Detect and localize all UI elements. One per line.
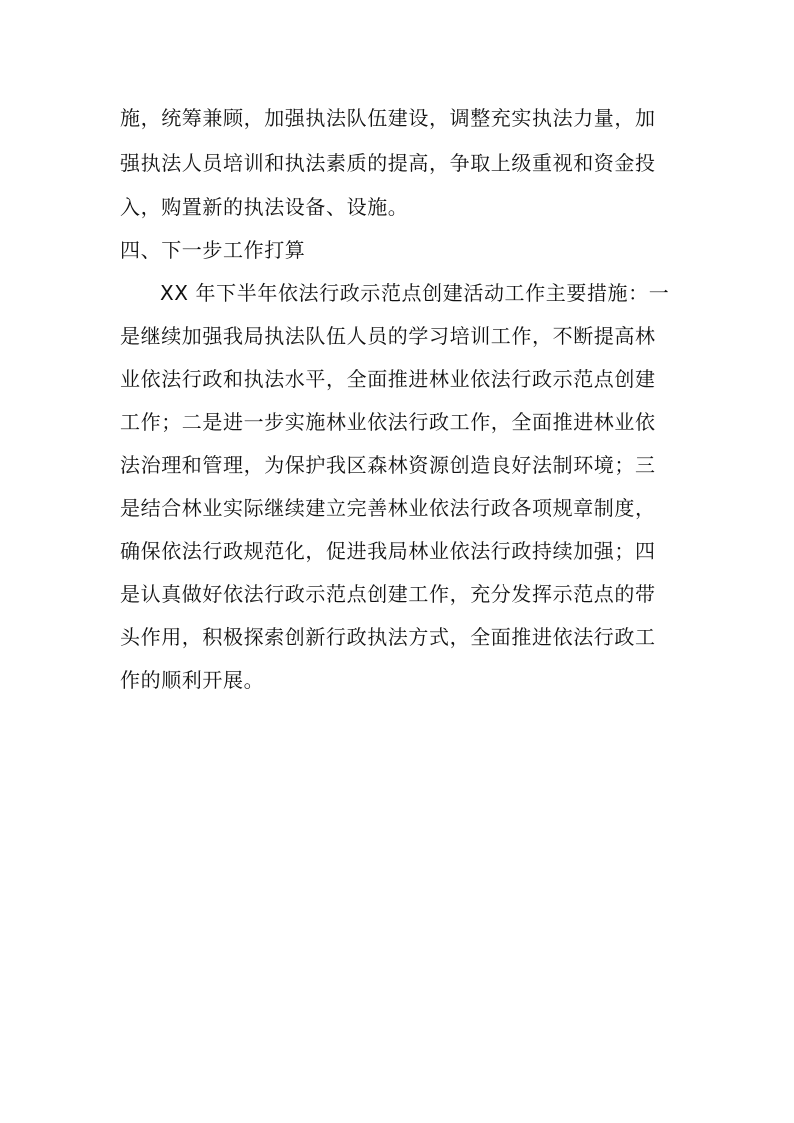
body-text-line: 业依法行政和执法水平，全面推进林业依法行政示范点创建 <box>120 367 656 391</box>
body-text-line: 是认真做好依法行政示范点创建工作，充分发挥示范点的带 <box>120 582 656 606</box>
body-text-line: 作的顺利开展。 <box>120 668 265 692</box>
body-text-line: 工作；二是进一步实施林业依法行政工作，全面推进林业依 <box>120 410 656 434</box>
body-text-line: 头作用，积极探索创新行政执法方式，全面推进依法行政工 <box>120 625 656 649</box>
body-text-line: 强执法人员培训和执法素质的提高，争取上级重视和资金投 <box>120 151 656 175</box>
body-text-line: 是结合林业实际继续建立完善林业依法行政各项规章制度， <box>120 496 656 520</box>
body-text-line: 确保依法行政规范化，促进我局林业依法行政持续加强；四 <box>120 539 656 563</box>
body-text-line: 施，统筹兼顾，加强执法队伍建设，调整充实执法力量，加 <box>120 106 656 130</box>
body-text-line: XX 年下半年依法行政示范点创建活动工作主要措施：一 <box>160 281 670 305</box>
body-text-line: 是继续加强我局执法队伍人员的学习培训工作，不断提高林 <box>120 324 656 348</box>
body-text-line: 法治理和管理，为保护我区森林资源创造良好法制环境；三 <box>120 453 656 477</box>
section-heading: 四、下一步工作打算 <box>120 238 306 262</box>
body-text-line: 入，购置新的执法设备、设施。 <box>120 195 409 219</box>
